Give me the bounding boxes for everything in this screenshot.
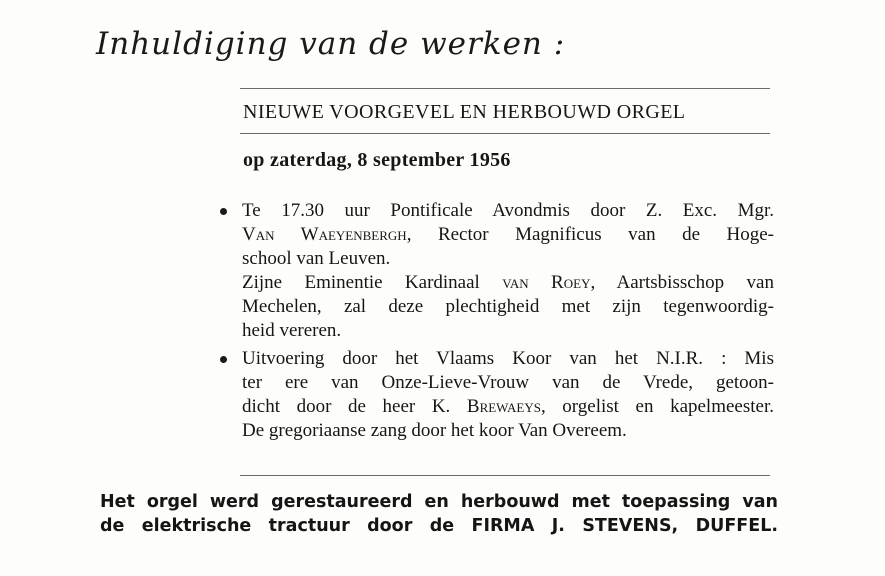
item-line [242,223,774,247]
item-line: heid vereren. [242,320,342,341]
subtitle: NIEUWE VOORGEVEL EN HERBOUWD ORGEL [243,101,686,123]
item-line: Te 17.30 uur Pontificale Avondmis door Z. Exc. Mgr. [242,200,774,221]
footer-line: de elektrische tractuur door de FIRMA J. STEVENS, DUFFEL. [100,516,778,536]
heading: Inhuldiging van de werken : [96,26,566,62]
person-name: van Roey [502,272,591,293]
bullet-icon [220,208,227,215]
item-text: , Aartsbisschop van [590,272,774,293]
item-line [242,395,774,419]
item-line [242,271,774,295]
item-text: Zijne Eminentie Kardinaal [242,272,503,293]
top-divider [240,88,770,89]
item-line: ter ere van Onze-Lieve-Vrouw van de Vrede, getoon- [242,372,774,393]
program-item-choir [242,347,774,443]
item-text: dicht door de heer K. [242,396,467,417]
footer-divider [240,475,770,476]
program-item-mass [242,199,774,343]
footer-note [100,490,778,538]
item-line: Mechelen, zal deze plechtigheid met zijn tegenwoordig- [242,296,774,317]
bullet-icon [220,356,227,363]
person-name: Brewaeys [466,396,541,417]
person-name: Van Waeyenbergh [242,224,407,245]
item-text: , Rector Magnificus van de Hoge- [406,224,774,245]
footer-line: Het orgel werd gerestaureerd en herbouwd met toepassing van [100,492,778,512]
item-line: Uitvoering door het Vlaams Koor van het N.I.R. : Mis [242,348,774,369]
item-line: De gregoriaanse zang door het koor Van Overeem. [242,420,627,441]
date-line: op zaterdag, 8 september 1956 [243,149,511,171]
item-text: , orgelist en kapelmeester. [540,396,774,417]
item-line: school van Leuven. [242,248,391,269]
subtitle-divider [240,133,770,134]
